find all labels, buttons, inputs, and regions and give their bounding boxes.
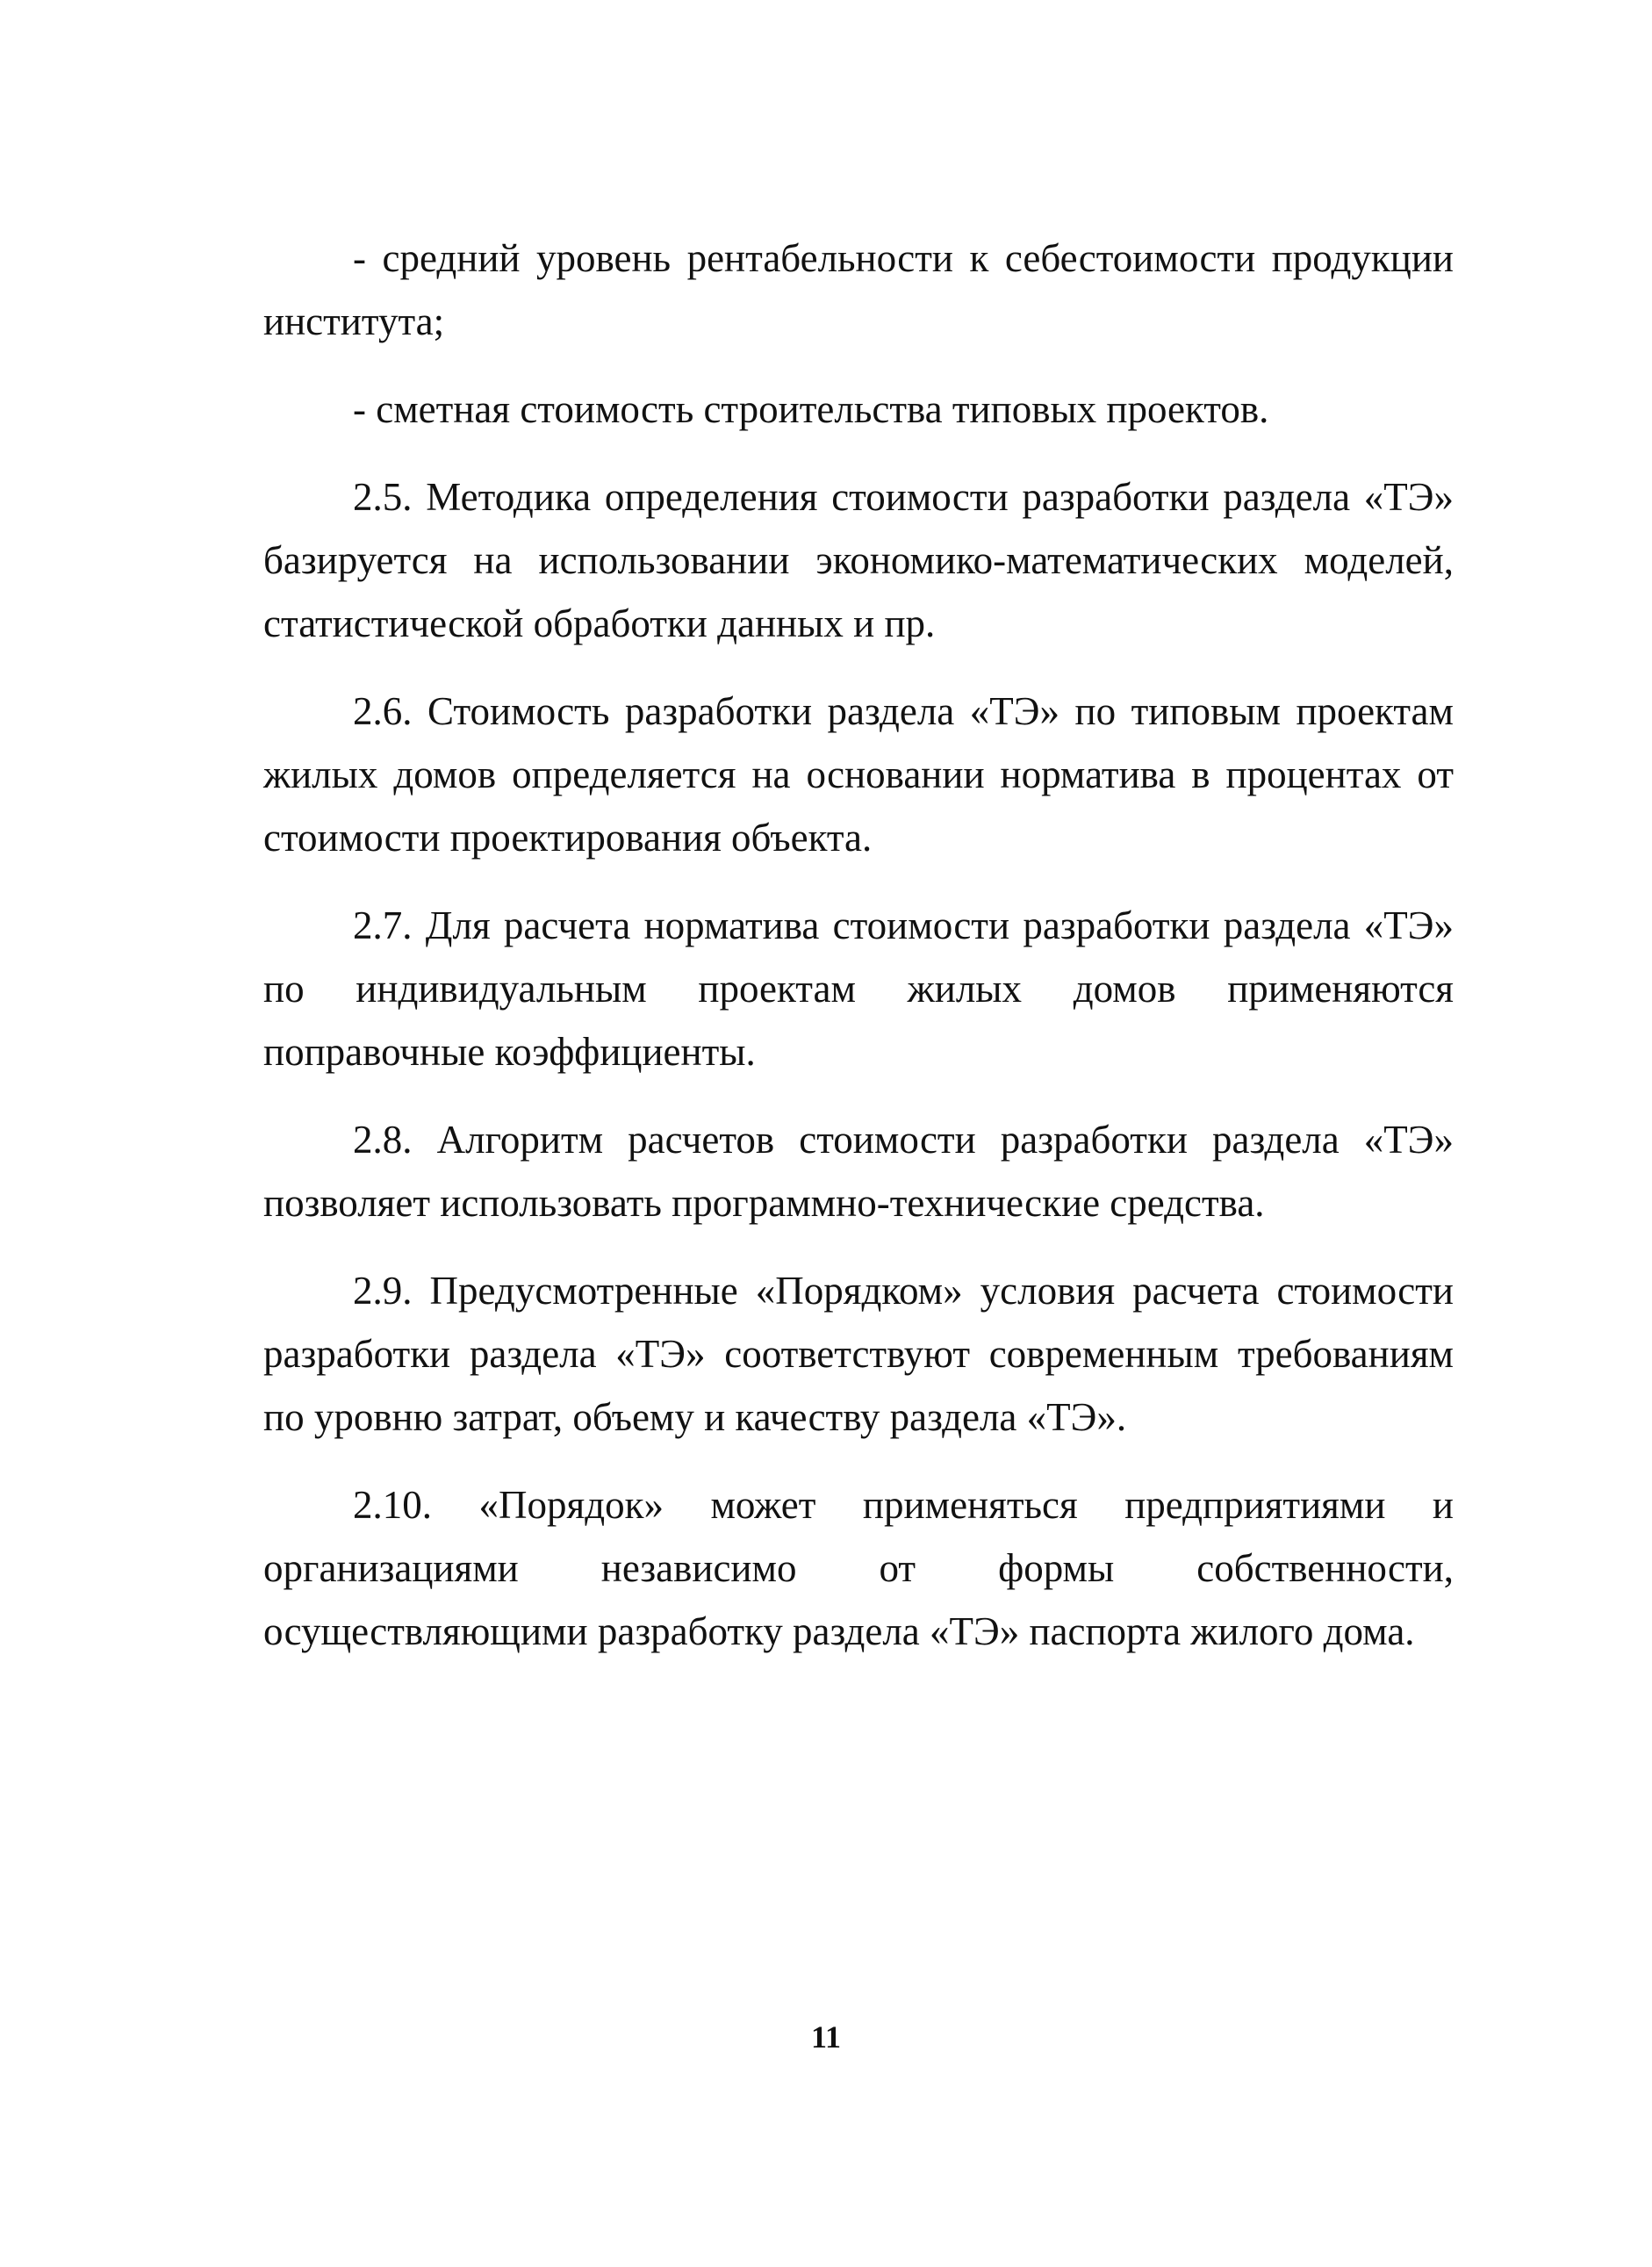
paragraph-2-10: 2.10. «Порядок» может применяться предприятиями и организациями независимо от формы собственности, осуществляющими разработку раздела «ТЭ» паспорта жилого дома.: [263, 1483, 1454, 1653]
paragraph-item-estimated-cost: - сметная стоимость строительства типовых проектов.: [353, 387, 1269, 431]
paragraph-item-profitability: - средний уровень рентабельности к себестоимости продукции института;: [263, 236, 1454, 343]
document-body: [263, 227, 1454, 1688]
paragraph-2-9: 2.9. Предусмотренные «Порядком» условия расчета стоимости разработки раздела «ТЭ» соответствуют современным требованиям по уровню затрат, объему и качеству раздела «ТЭ».: [263, 1269, 1454, 1439]
paragraph-2-6: 2.6. Стоимость разработки раздела «ТЭ» по типовым проектам жилых домов определяется на основании норматива в процентах от стоимости проектирования объекта.: [263, 689, 1454, 860]
paragraph-2-7: 2.7. Для расчета норматива стоимости разработки раздела «ТЭ» по индивидуальным проектам жилых домов применяются поправочные коэффициенты.: [263, 903, 1454, 1074]
page-number: 11: [810, 2019, 841, 2055]
paragraph-2-8: 2.8. Алгоритм расчетов стоимости разработки раздела «ТЭ» позволяет использовать программно-технические средства.: [263, 1118, 1454, 1225]
paragraph-2-5: 2.5. Методика определения стоимости разработки раздела «ТЭ» базируется на использовании экономико-математических моделей, статистической обработки данных и пр.: [263, 475, 1454, 645]
